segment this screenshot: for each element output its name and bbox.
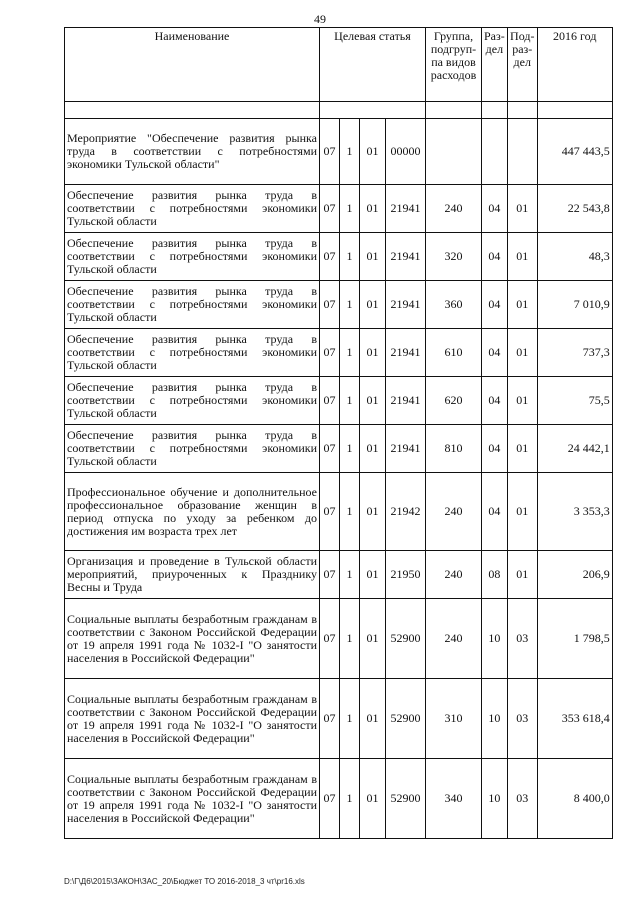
section-code: 04	[482, 233, 508, 281]
target-event: 01	[360, 281, 386, 329]
row-name: Социальные выплаты безработным гражданам в соответствии с Законом Российской Федерации от 19 апреля 1991 года № 1032-I "О занятости населения в Российской Федерации"	[65, 679, 320, 759]
amount-2016: 206,9	[537, 551, 612, 599]
section-code: 04	[482, 185, 508, 233]
section-code: 10	[482, 679, 508, 759]
table-row	[65, 281, 613, 329]
amount-2016: 1 798,5	[537, 599, 612, 679]
subsection-code: 01	[507, 185, 537, 233]
amount-2016: 8 400,0	[537, 759, 612, 839]
amount-2016: 75,5	[537, 377, 612, 425]
expense-group: 810	[426, 425, 482, 473]
target-direction: 52900	[386, 759, 426, 839]
target-subprogram: 1	[340, 119, 360, 185]
target-program: 07	[320, 377, 340, 425]
target-direction: 52900	[386, 599, 426, 679]
section-code: 10	[482, 599, 508, 679]
row-name: Обеспечение развития рынка труда в соответствии с потребностями экономики Тульской области	[65, 185, 320, 233]
target-subprogram: 1	[340, 679, 360, 759]
row-name: Обеспечение развития рынка труда в соответствии с потребностями экономики Тульской области	[65, 425, 320, 473]
target-program: 07	[320, 425, 340, 473]
expense-group: 610	[426, 329, 482, 377]
row-name: Организация и проведение в Тульской области мероприятий, приуроченных к Празднику Весны и Труда	[65, 551, 320, 599]
table-row	[65, 185, 613, 233]
section-code: 04	[482, 281, 508, 329]
amount-2016: 22 543,8	[537, 185, 612, 233]
section-code: 04	[482, 377, 508, 425]
subsection-code: 03	[507, 599, 537, 679]
expense-group: 310	[426, 679, 482, 759]
target-direction: 52900	[386, 679, 426, 759]
target-event: 01	[360, 759, 386, 839]
amount-2016: 24 442,1	[537, 425, 612, 473]
target-direction: 21941	[386, 185, 426, 233]
section-code	[482, 119, 508, 185]
amount-2016: 3 353,3	[537, 473, 612, 551]
amount-2016: 447 443,5	[537, 119, 612, 185]
target-direction: 21941	[386, 329, 426, 377]
header-group: Группа, подгруп-па видов расходов	[426, 28, 482, 102]
expense-group: 240	[426, 599, 482, 679]
subsection-code: 01	[507, 425, 537, 473]
target-event: 01	[360, 425, 386, 473]
subsection-code: 03	[507, 759, 537, 839]
expense-group: 340	[426, 759, 482, 839]
target-direction: 21941	[386, 425, 426, 473]
row-name: Профессиональное обучение и дополнительное профессиональное образование женщин в период отпуска по уходу за ребенком до достижения им возраста трех лет	[65, 473, 320, 551]
amount-2016: 737,3	[537, 329, 612, 377]
table-row	[65, 119, 613, 185]
target-program: 07	[320, 679, 340, 759]
section-code: 08	[482, 551, 508, 599]
subsection-code: 01	[507, 233, 537, 281]
expense-group: 240	[426, 473, 482, 551]
table-row	[65, 377, 613, 425]
expense-group: 320	[426, 233, 482, 281]
target-subprogram: 1	[340, 233, 360, 281]
target-program: 07	[320, 599, 340, 679]
budget-table	[64, 27, 613, 839]
section-code: 10	[482, 759, 508, 839]
subsection-code: 01	[507, 551, 537, 599]
target-program: 07	[320, 119, 340, 185]
target-direction: 00000	[386, 119, 426, 185]
target-direction: 21950	[386, 551, 426, 599]
target-subprogram: 1	[340, 329, 360, 377]
target-program: 07	[320, 185, 340, 233]
subsection-code: 01	[507, 473, 537, 551]
amount-2016: 7 010,9	[537, 281, 612, 329]
header-target: Целевая статья	[320, 28, 426, 102]
target-event: 01	[360, 473, 386, 551]
target-program: 07	[320, 281, 340, 329]
table-row	[65, 679, 613, 759]
row-name: Социальные выплаты безработным гражданам в соответствии с Законом Российской Федерации от 19 апреля 1991 года № 1032-I "О занятости населения в Российской Федерации"	[65, 759, 320, 839]
target-direction: 21941	[386, 377, 426, 425]
table-row	[65, 425, 613, 473]
target-subprogram: 1	[340, 759, 360, 839]
expense-group: 620	[426, 377, 482, 425]
table-row	[65, 551, 613, 599]
target-subprogram: 1	[340, 551, 360, 599]
target-event: 01	[360, 119, 386, 185]
row-name: Обеспечение развития рынка труда в соответствии с потребностями экономики Тульской области	[65, 233, 320, 281]
header-spacer-row	[65, 102, 613, 119]
target-program: 07	[320, 233, 340, 281]
subsection-code: 03	[507, 679, 537, 759]
subsection-code: 01	[507, 281, 537, 329]
table-row	[65, 473, 613, 551]
header-section: Раз-дел	[482, 28, 508, 102]
expense-group: 240	[426, 185, 482, 233]
target-subprogram: 1	[340, 281, 360, 329]
target-subprogram: 1	[340, 185, 360, 233]
subsection-code	[507, 119, 537, 185]
file-path-footer: D:\Г\Д6\2015\ЗАКОН\ЗАС_20\Бюджет ТО 2016-2018_3 чт\pr16.xls	[64, 877, 305, 886]
header-subsection: Под-раз-дел	[507, 28, 537, 102]
subsection-code: 01	[507, 377, 537, 425]
section-code: 04	[482, 425, 508, 473]
table-row	[65, 599, 613, 679]
row-name: Обеспечение развития рынка труда в соответствии с потребностями экономики Тульской области	[65, 377, 320, 425]
page-number: 49	[314, 12, 326, 26]
target-direction: 21942	[386, 473, 426, 551]
header-row	[65, 28, 613, 102]
table-row	[65, 233, 613, 281]
target-subprogram: 1	[340, 473, 360, 551]
target-event: 01	[360, 679, 386, 759]
target-event: 01	[360, 233, 386, 281]
target-event: 01	[360, 551, 386, 599]
target-subprogram: 1	[340, 599, 360, 679]
header-name: Наименование	[65, 28, 320, 102]
section-code: 04	[482, 473, 508, 551]
target-direction: 21941	[386, 281, 426, 329]
amount-2016: 353 618,4	[537, 679, 612, 759]
row-name: Социальные выплаты безработным гражданам в соответствии с Законом Российской Федерации от 19 апреля 1991 года № 1032-I "О занятости населения в Российской Федерации"	[65, 599, 320, 679]
target-direction: 21941	[386, 233, 426, 281]
row-name: Обеспечение развития рынка труда в соответствии с потребностями экономики Тульской области	[65, 281, 320, 329]
subsection-code: 01	[507, 329, 537, 377]
target-event: 01	[360, 377, 386, 425]
target-program: 07	[320, 473, 340, 551]
expense-group	[426, 119, 482, 185]
expense-group: 360	[426, 281, 482, 329]
target-program: 07	[320, 329, 340, 377]
target-event: 01	[360, 185, 386, 233]
target-program: 07	[320, 551, 340, 599]
target-subprogram: 1	[340, 425, 360, 473]
expense-group: 240	[426, 551, 482, 599]
row-name: Мероприятие "Обеспечение развития рынка труда в соответствии с потребностями экономики Тульской области"	[65, 119, 320, 185]
target-event: 01	[360, 599, 386, 679]
target-subprogram: 1	[340, 377, 360, 425]
table-row	[65, 759, 613, 839]
section-code: 04	[482, 329, 508, 377]
target-event: 01	[360, 329, 386, 377]
header-year: 2016 год	[537, 28, 612, 102]
row-name: Обеспечение развития рынка труда в соответствии с потребностями экономики Тульской области	[65, 329, 320, 377]
amount-2016: 48,3	[537, 233, 612, 281]
target-program: 07	[320, 759, 340, 839]
table-row	[65, 329, 613, 377]
